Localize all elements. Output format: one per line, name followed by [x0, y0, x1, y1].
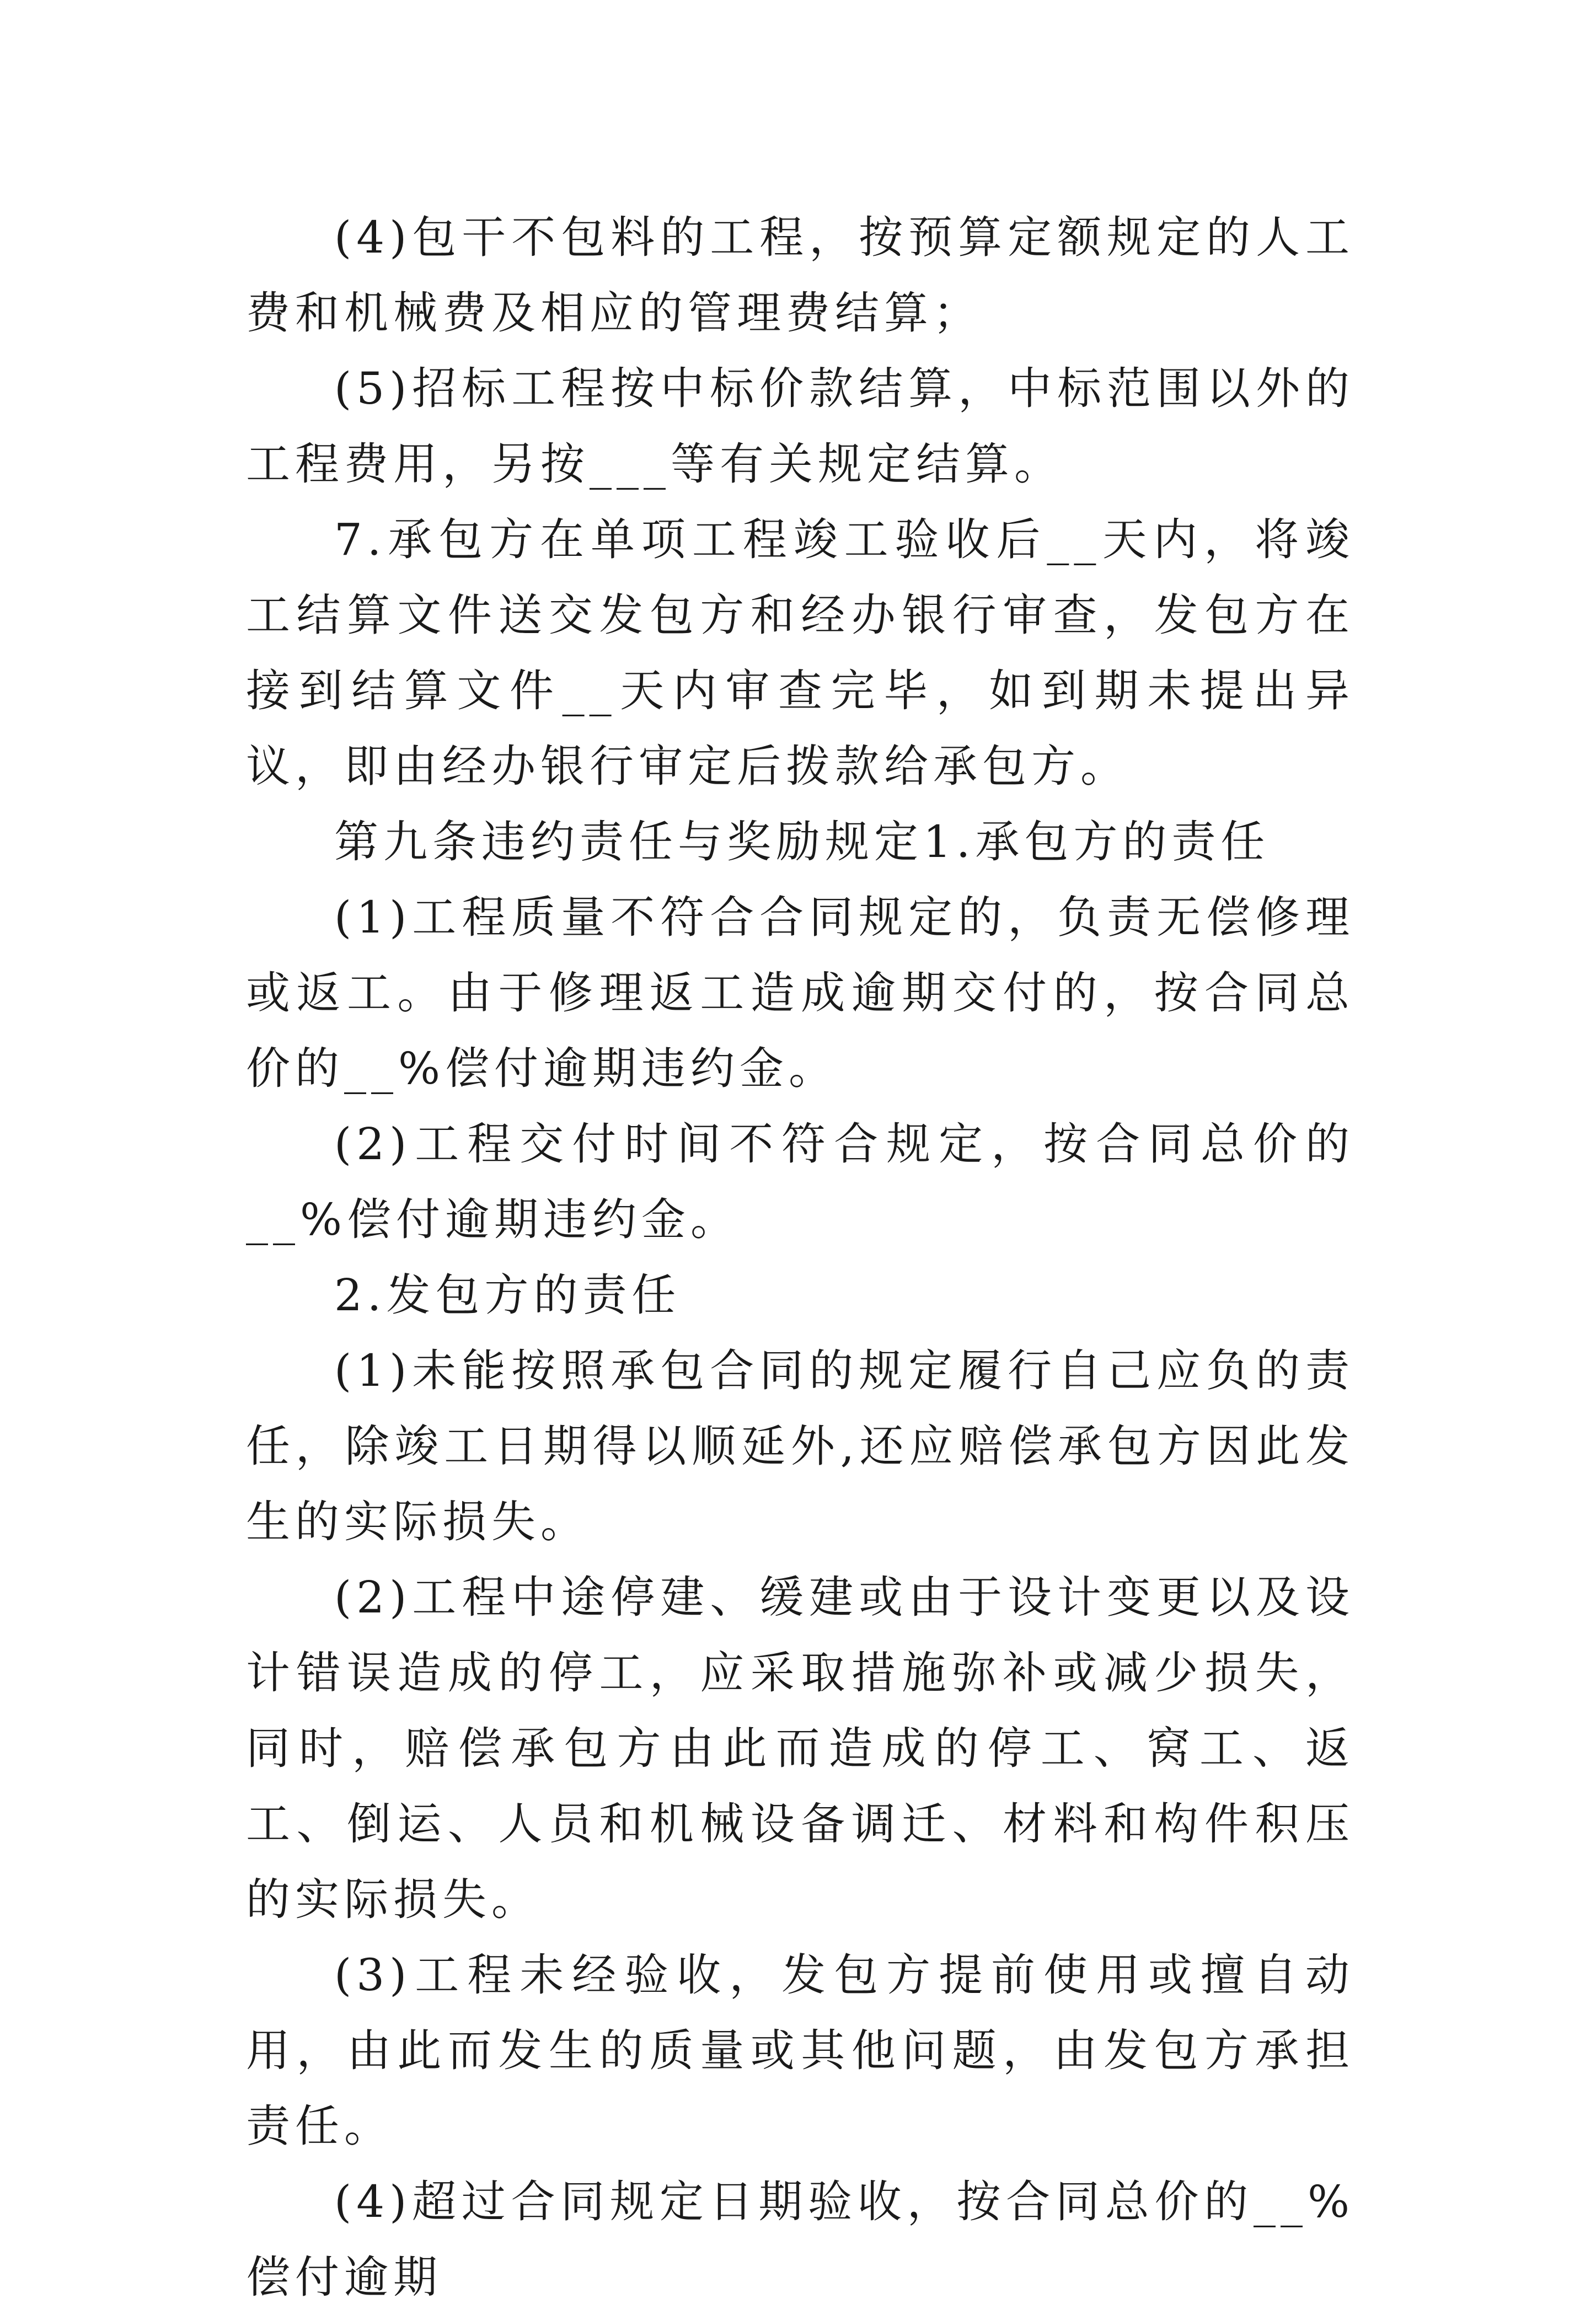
paragraph-item-5-tender: (5)招标工程按中标价款结算，中标范围以外的工程费用，另按___等有关规定结算。: [246, 363, 1354, 490]
paragraph-clause-7-settlement: 7.承包方在单项工程竣工验收后__天内，将竣工结算文件送交发包方和经办银行审查，发包方在接到结算文件__天内审查完毕，如到期未提出异议，即由经办银行审定后拨款给承包方。: [246, 514, 1354, 792]
paragraph-contractor-item-1: (1)工程质量不符合合同规定的，负责无偿修理或返工。由于修理返工造成逾期交付的，按合同总价的__%偿付逾期违约金。: [246, 892, 1354, 1094]
document-body: [246, 200, 1354, 2315]
paragraph-employer-item-2: (2)工程中途停建、缓建或由于设计变更以及设计错误造成的停工，应采取措施弥补或减少损失，同时，赔偿承包方由此而造成的停工、窝工、返工、倒运、人员和机械设备调迁、材料和构件积压的实际损失。: [246, 1572, 1354, 1925]
paragraph-employer-item-1: (1)未能按照承包合同的规定履行自己应负的责任，除竣工日期得以顺延外,还应赔偿承包方因此发生的实际损失。: [246, 1345, 1354, 1547]
paragraph-employer-heading: 2.发包方的责任: [334, 1269, 681, 1321]
paragraph-item-4-lump-sum: (4)包干不包料的工程，按预算定额规定的人工费和机械费及相应的管理费结算；: [246, 212, 1354, 339]
paragraph-employer-item-3: (3)工程未经验收，发包方提前使用或擅自动用，由此而发生的质量或其他问题，由发包方承担责任。: [246, 1949, 1354, 2152]
paragraph-contractor-item-2: (2)工程交付时间不符合规定，按合同总价的__%偿付逾期违约金。: [246, 1118, 1354, 1245]
paragraph-article-9-heading: 第九条违约责任与奖励规定1.承包方的责任: [334, 816, 1270, 867]
paragraph-employer-item-4: (4)超过合同规定日期验收，按合同总价的__%偿付逾期: [246, 2176, 1354, 2303]
